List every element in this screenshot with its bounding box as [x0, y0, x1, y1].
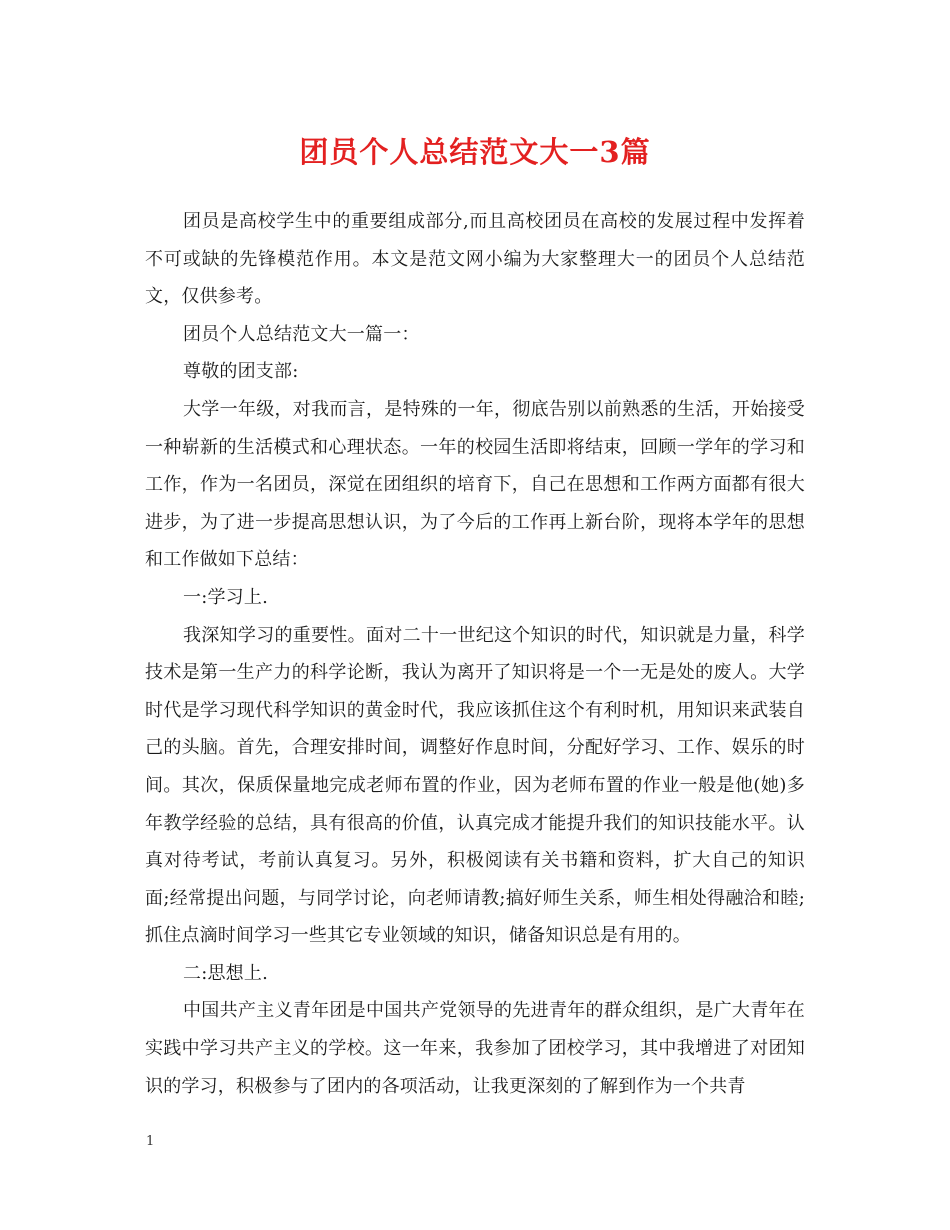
paragraph-salutation: 尊敬的团支部:: [183, 361, 299, 383]
paragraph-thought-body: 中国共产主义青年团是中国共产党领导的先进青年的群众组织，是广大青年在实践中学习共产主义的学校。这一年来，我参加了团校学习，其中我增进了对团知识的学习，积极参与了团内的各项活动，让我更深刻的了解到作为一个共青: [145, 1000, 805, 1097]
paragraph-section-heading: 团员个人总结范文大一篇一：: [183, 323, 420, 345]
paragraph-overview: 大学一年级，对我而言，是特殊的一年，彻底告别以前熟悉的生活，开始接受一种崭新的生活模式和心理状态。一年的校园生活即将结束，回顾一学年的学习和工作，作为一名团员，深觉在团组织的培育下，自己在思想和工作两方面都有很大进步，为了进一步提高思想认识，为了今后的工作再上新台阶，现将本学年的思想和工作做如下总结：: [145, 398, 805, 571]
document-body: [145, 203, 805, 1105]
paragraph-thought-heading: 二:思想上.: [183, 962, 268, 984]
page-number: 1: [146, 1134, 155, 1149]
paragraph-study-body: 我深知学习的重要性。面对二十一世纪这个知识的时代，知识就是力量，科学技术是第一生产力的科学论断，我认为离开了知识将是一个一无是处的废人。大学时代是学习现代科学知识的黄金时代，我应该抓住这个有利时机，用知识来武装自己的头脑。首先，合理安排时间，调整好作息时间，分配好学习、工作、娱乐的时间。其次，保质保量地完成老师布置的作业，因为老师布置的作业一般是他(她)多年教学经验的总结，具有很高的价值，认真完成才能提升我们的知识技能水平。认真对待考试，考前认真复习。另外，积极阅读有关书籍和资料，扩大自己的知识面;经常提出问题，与同学讨论，向老师请教;搞好师生关系，师生相处得融洽和睦;抓住点滴时间学习一些其它专业领域的知识，储备知识总是有用的。: [145, 624, 805, 947]
document-title: 团员个人总结范文大一3篇: [299, 135, 651, 169]
paragraph-intro: 团员是高校学生中的重要组成部分,而且高校团员在高校的发展过程中发挥着不可或缺的先锋模范作用。本文是范文网小编为大家整理大一的团员个人总结范文，仅供参考。: [145, 211, 805, 308]
paragraph-study-heading: 一:学习上.: [183, 586, 268, 608]
